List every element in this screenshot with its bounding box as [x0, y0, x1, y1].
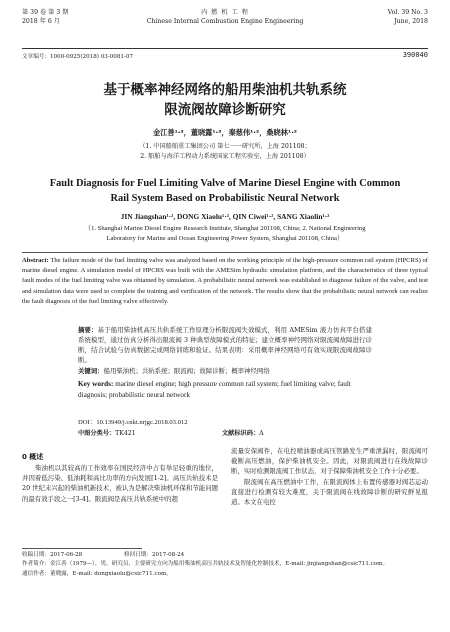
header-volume-en: Vol. 39 No. 3	[387, 9, 428, 16]
keywords-en-text: marine diesel engine; high pressure common rail system; fuel limiting valve; fault diagnosis; probabilistic neural network	[78, 380, 351, 399]
abstract-zh-text: 基于船用柴油机高压共轨系统工作原理分析限流阀失效模式，利用 AMESim 液力仿真平台搭建系统模型，通过仿真分析得出限流阀 3 种典型故障模式的特征；建立概率神经网络对限流阀故障进行诊断，结合试验与仿真数据完成网络训练和验证。结果表明：采用概率神经网络可有效实现限流阀故障诊断。	[78, 326, 373, 364]
affiliation-zh-1: （1. 中国船舶重工集团公司 第七一一研究所，上海 201108；	[139, 143, 311, 150]
doc-code-label: 文献标识码：	[222, 430, 260, 437]
received-date: 收稿日期：2017-06-28	[22, 552, 83, 558]
running-header	[22, 8, 428, 42]
keywords-zh-text: 船用柴油机；共轨系统；限流阀；故障诊断；概率神经网络	[103, 367, 270, 375]
affiliations-en	[30, 224, 420, 244]
journal-name-en: Chinese Internal Combustion Engine Engineering	[146, 18, 304, 25]
affiliations-zh	[70, 142, 380, 162]
affiliation-en-2: Laboratory for Marine and Ocean Engineering Power System, Shanghai 201108, China）	[106, 235, 344, 242]
journal-name-zh: 内 燃 机 工 程	[201, 9, 249, 16]
title-zh-line1: 基于概率神经网络的船用柴油机共轨系统	[103, 82, 347, 98]
doc-code-value: A	[259, 430, 264, 437]
intro-col2-paragraph-2: 限流阀在高压燃油中工作，在限流阀体上布置传感器对阀芯运动直接进行检测有较大难度，关于限流阀在线故障诊断的研究鲜见报道。本文在电控	[231, 477, 428, 507]
abstract-zh	[78, 325, 372, 365]
keywords-en	[78, 379, 370, 401]
document-code	[222, 428, 264, 437]
header-volume-zh: 第 39 卷 第 3 期	[22, 9, 69, 16]
intro-col2-paragraph-1: 流量安保阀件，在电控喷油器或高压管路发生严重泄漏时，限流阀可截断高压燃油，保护柴油机安全。因此，对限流阀进行在线故障诊断，实时检测限流阀工作状态，对于保障柴油机安全工作十分必要。	[231, 447, 428, 476]
affiliation-zh-2: 2. 船舶与海洋工程动力系统国家工程实验室，上海 201108）	[140, 153, 310, 160]
abstract-en-text: The failure mode of the fuel limiting valve was analyzed based on the working principle of the high-pressure common rail system (HPCRS) of marine diesel engine. A simulation model of HPCRS was built with the AMESim hydraulic simulation platform, and the characteristics of three typical fault modes of the fuel limiting valve was obtained by simulation. A probabilistic neural network was established to diagnose failure of the valve, and test and simulation data were used to complete the training and verification of the network. The results show that the probabilistic neural network can realize the fault diagnosis of the fuel limiting valve effectively.	[22, 257, 429, 305]
affiliation-en-1: （1. Shanghai Marine Diesel Engine Research Institute, Shanghai 201108, China; 2. National Engineering	[84, 225, 366, 232]
header-rule	[22, 48, 428, 49]
footnote	[22, 551, 428, 579]
footnote-rule	[22, 548, 142, 549]
title-zh-line2: 限流阀故障诊断研究	[164, 102, 286, 118]
abstract-zh-label: 摘要：	[78, 326, 98, 334]
clc-label: 中图分类号：	[78, 430, 116, 437]
authors-zh: 金江善¹·²，董晓露¹·²，秦慈伟¹·²，桑晓林¹·²	[153, 128, 297, 137]
clc-value: TK421	[115, 430, 136, 437]
intro-column-1: 柴油机以其较高的工作效率在国民经济中占有举足轻重的地位，并因着低污染、低油耗和高比功率的方向发展[1-2]。高压共轨技术是 20 世纪末兴起的柴油机新技术，被认为是解决柴油机环保和节能问题的最有效手段之一[3-4]。限流阀是高压共轨系统中的超	[22, 464, 218, 503]
header-right	[388, 8, 428, 26]
revised-date: 修回日期：2017-08-24	[124, 552, 185, 558]
header-date-en: June, 2018	[394, 18, 428, 25]
keywords-zh-label: 关键词：	[78, 367, 104, 375]
intro-column-2	[231, 446, 428, 507]
page-code: 390040	[402, 51, 428, 59]
abstract-en	[22, 256, 428, 307]
article-id: 文章编号：1000-0925(2018) 03-0081-07	[22, 54, 133, 60]
clc-number	[78, 428, 136, 437]
abstract-rule	[22, 252, 428, 253]
section-heading: 0 概述	[22, 453, 44, 461]
header-date-zh: 2018 年 6 月	[22, 18, 60, 25]
corresponding-author: 通信作者：董晓露，E-mail: dongxiaolu@csic711.com。	[22, 570, 172, 577]
title-en-line2: Rail System Based on Probabilistic Neural Network	[110, 193, 340, 204]
title-en-line1: Fault Diagnosis for Fuel Limiting Valve of Marine Diesel Engine with Common	[49, 178, 401, 189]
title-en	[30, 176, 420, 206]
authors-en: JIN Jiangshan¹·², DONG Xiaolu¹·², QIN Ciwei¹·², SANG Xiaolin¹·²	[120, 212, 330, 221]
title-zh	[22, 80, 428, 120]
header-center	[22, 8, 428, 26]
keywords-zh	[78, 366, 372, 376]
doi: DOI：10.13949/j.cnki.nrjgc.2018.03.012	[78, 419, 188, 426]
abstract-en-label: Abstract:	[22, 257, 49, 264]
keywords-en-label: Key words:	[78, 380, 114, 388]
author-bio: 作者简介：金江善（1979—），男，研究员，主要研究方向为船用柴油机高压共轨技术及智能化控制技术，E-mail: jinjiangshan@csic711.com。	[22, 561, 389, 568]
